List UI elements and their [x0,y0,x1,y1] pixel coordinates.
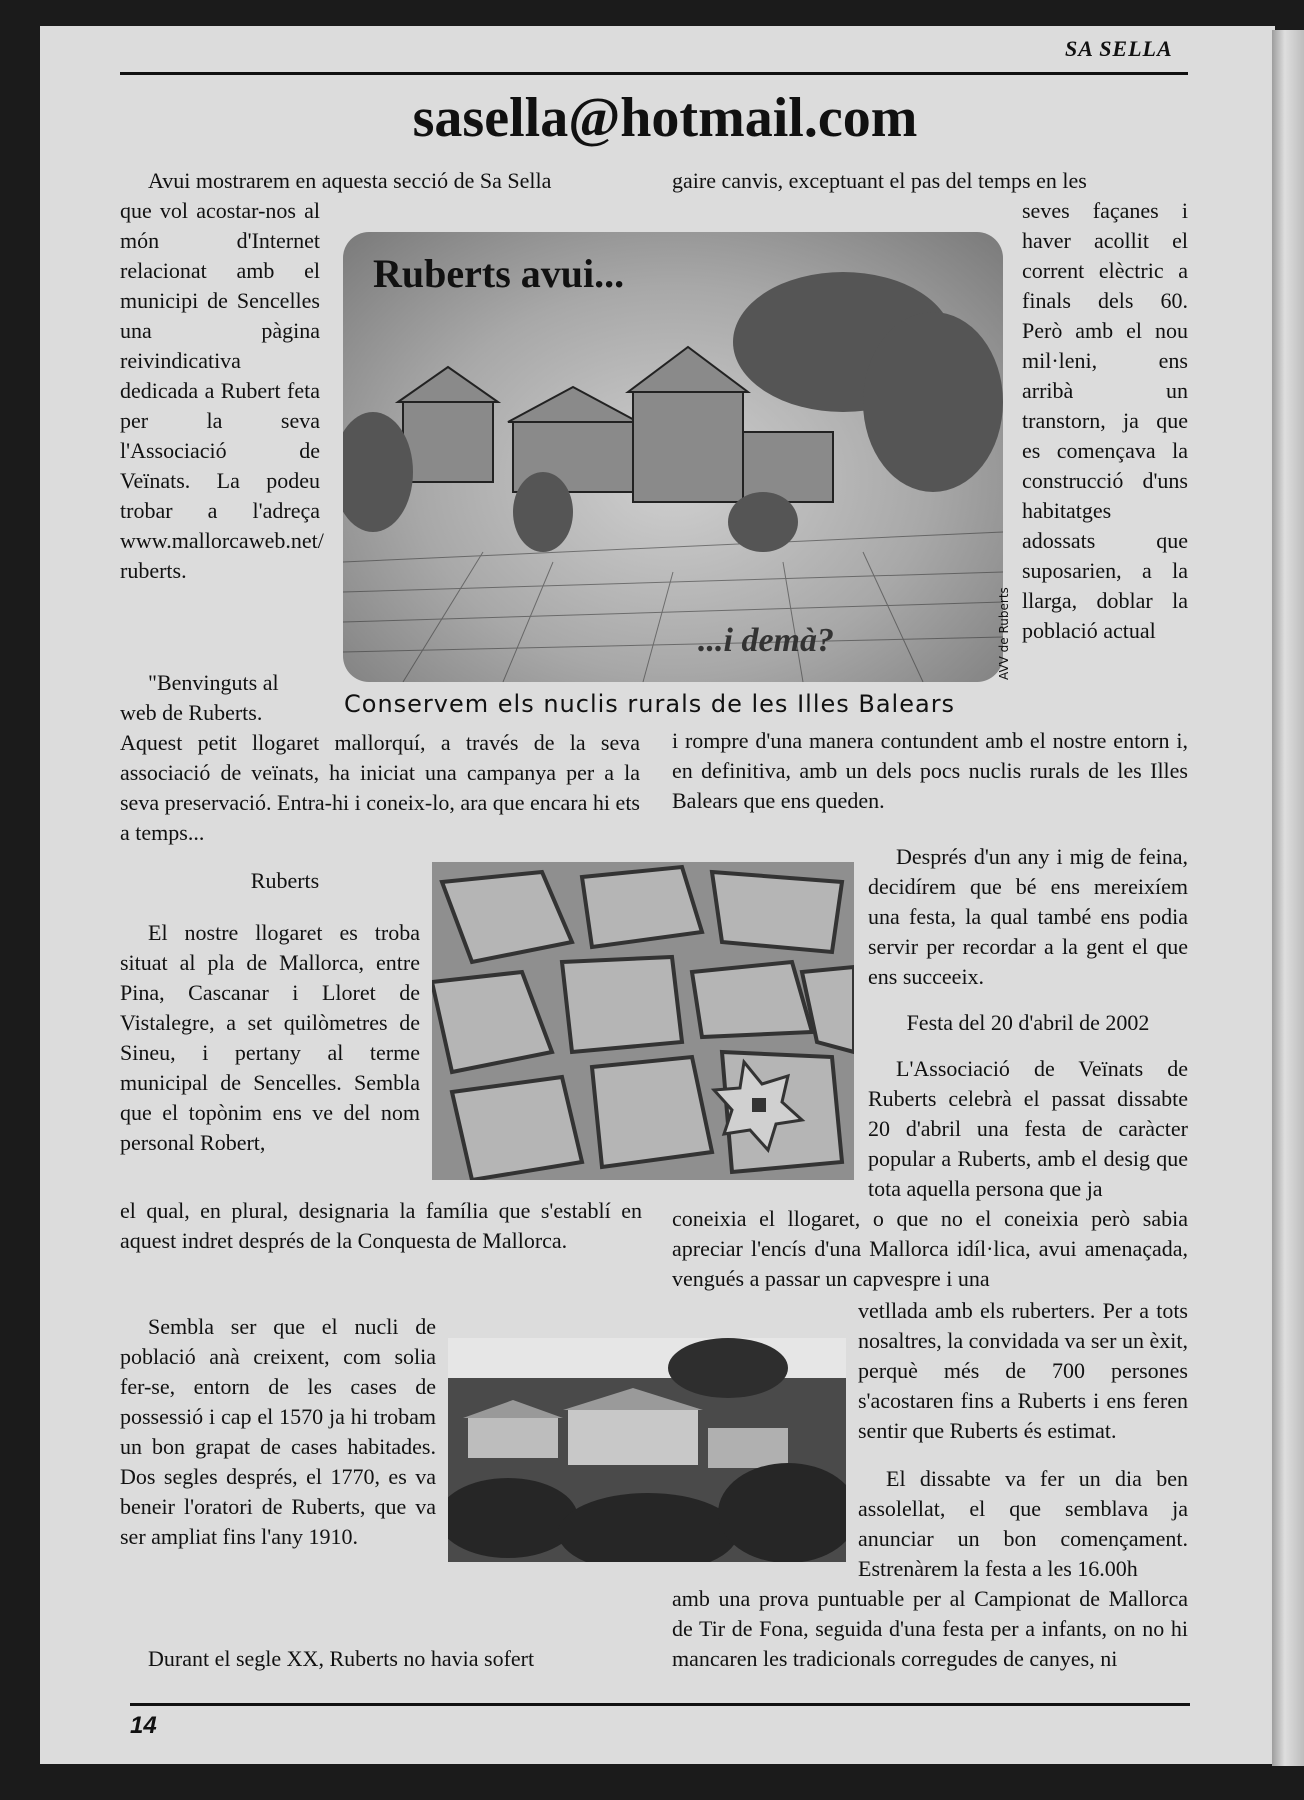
col2-top-line: gaire canvis, exceptuant el pas del temps en les [672,168,1087,193]
assoc-paragraph: L'Associació de Veïnats de Ruberts celebrà el passat dissabte 20 d'abril una festa de caràcter popular a Ruberts, amb el desig que tota aquella persona que ja [868,1056,1188,1201]
saturday-paragraph-wide: amb una prova puntuable per al Campionat de Mallorca de Tir de Fona, seguida d'una festa per a infants, on no hi mancaren les tradicionals corregudes de canyes, ni [672,1586,1188,1671]
subheading-ruberts: Ruberts [250,868,320,893]
stone-wall-drawing [432,862,854,1180]
quote-continued: web de Ruberts. [120,700,263,725]
intro-paragraph: que vol acostar-nos al món d'Internet relacionat amb el municipi de Sencelles una pàgina reivindicativa dedicada a Rubert feta per la seva l'Associació de Veïnats. La podeu trobar a l'adreça www.mallorcaweb.net/ ruberts. [120,198,324,583]
location-paragraph-continued: el qual, en plural, designaria la família que s'establí en aquest indret després de la Conquesta de Mallorca. [120,1198,642,1253]
subheading-party: Festa del 20 d'abril de 2002 [906,1010,1150,1035]
intro-first-line: Avui mostrarem en aquesta secció de Sa Sella [148,168,552,193]
assoc-paragraph-wide: coneixia el llogaret, o que no el coneixia però sabia apreciar l'encís d'una Mallorca idíl·lica, avui amenaçada, vengués a passar un capvespre i una [672,1206,1188,1291]
stone-wall-photo [432,862,854,1180]
article-title: sasella@hotmail.com [412,87,918,149]
location-paragraph: El nostre llogaret es troba situat al pla de Mallorca, entre Pina, Cascanar i Lloret de Vistalegre, a set quilòmetres de Sineu, i pertany al terme municipal de Sencelles. Sembla que el topònim ens ve del nom personal Robert, [120,920,420,1155]
col2-narrow-paragraph: seves façanes i haver acollit el corrent elèctric a finals dels 60. Però amb el nou mil·leni, ens arribà un transtorn, ja que es començava la construcció d'uns habitatges adossats que suposarien, a la llarga, doblar la població actual [1022,198,1188,643]
col2-after-paragraph: i rompre d'una manera contundent amb el nostre entorn i, en definitiva, amb un dels pocs nuclis rurals de les Illes Balears que ens queden. [672,728,1188,813]
village-sketch-drawing [343,232,1003,682]
quote-paragraph: Aquest petit llogaret mallorquí, a través de la seva associació de veïnats, ha iniciat una campanya per a la seva preservació. Entra-hi i coneix-lo, ara que encara hi ets a temps... [120,730,640,845]
quote-start: "Benvinguts al [148,670,279,695]
sketch-credit: AVV de Ruberts [997,587,1011,680]
sketch-subheading: ...i demà? [698,622,834,659]
ruberts-sketch-illustration [343,232,1003,682]
footer-rule [130,1703,1190,1706]
village-photo [448,1338,846,1562]
header-rule [120,72,1188,75]
growth-paragraph: Sembla ser que el nucli de població anà creixent, com solia fer-se, entorn de les cases de possessió i cap el 1570 ja hi trobam un bon grapat de cases habitades. Dos segles després, el 1770, es va beneir l'oratori de Ruberts, que va ser ampliat fins l'any 1910. [120,1314,436,1549]
page-number: 14 [130,1712,157,1739]
party-paragraph: Després d'un any i mig de feina, decidírem que bé ens mereixíem una festa, la qual també ens podia servir per recordar a la gent el que ens succeeix. [868,844,1188,989]
saturday-paragraph: El dissabte va fer un dia ben assolellat, el que semblava ja anunciar un bon començament. Estrenàrem la festa a les 16.00h [858,1466,1188,1581]
campaign-slogan: Conservem els nuclis rurals de les Illes Balears [344,690,956,718]
section-header: SA SELLA [1065,36,1173,61]
century-paragraph: Durant el segle XX, Ruberts no havia sofert [148,1646,535,1671]
assoc-paragraph-narrow: vetllada amb els ruberters. Per a tots nosaltres, la convidada va ser un èxit, perquè més de 700 persones s'acostaren fins a Ruberts i ens feren sentir que Ruberts és estimat. [858,1298,1188,1443]
village-photo-drawing [448,1338,846,1562]
sketch-heading: Ruberts avui... [373,251,625,296]
page-spine [1272,30,1304,1766]
